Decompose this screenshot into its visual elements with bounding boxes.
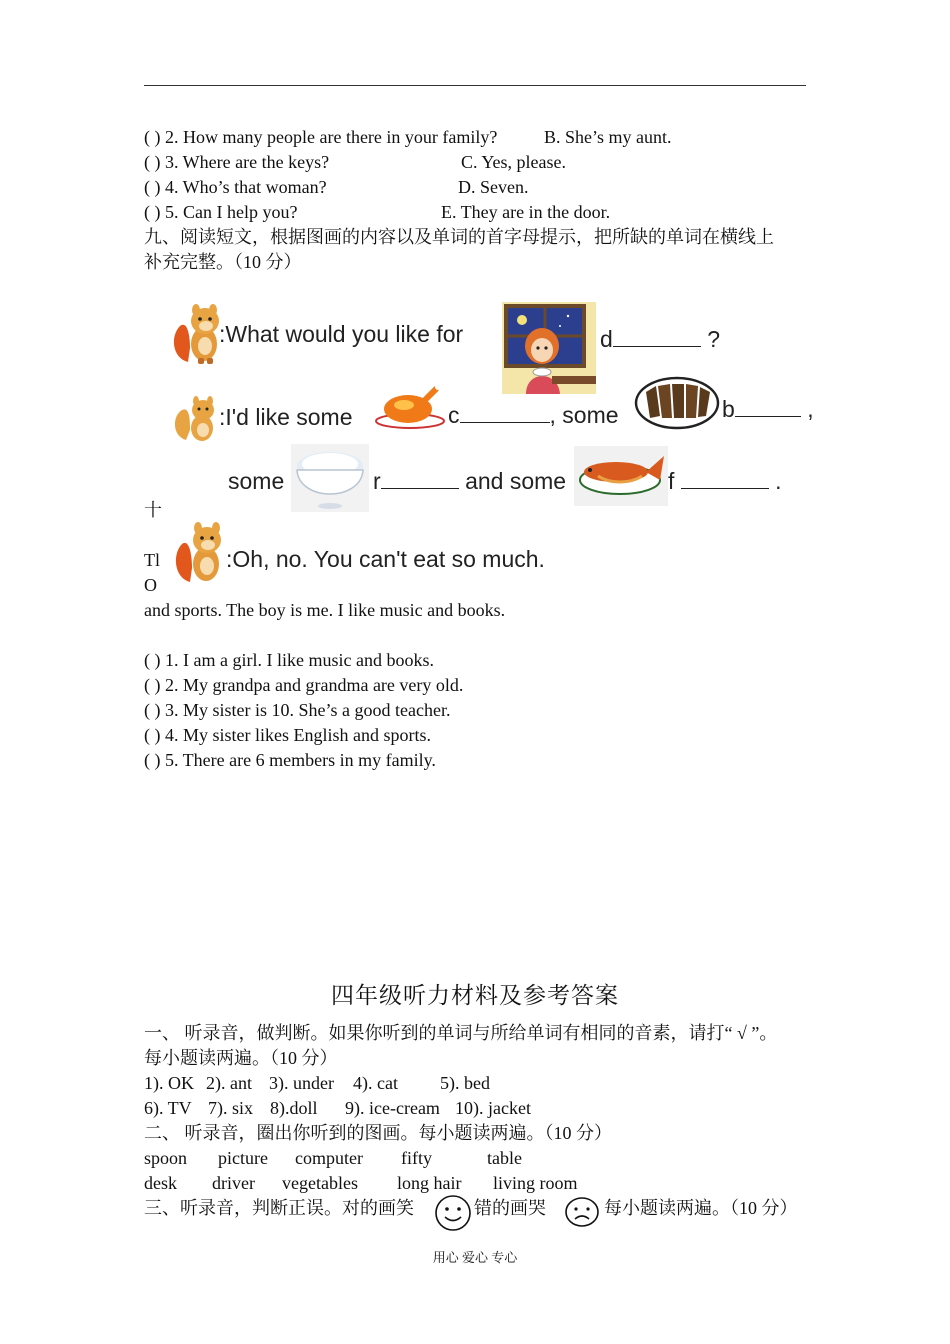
some-label: some bbox=[228, 468, 285, 494]
section9-title-line1: 九、阅读短文，根据图画的内容以及单词的首字母提示，把所缺的单词在横线上 bbox=[144, 227, 774, 247]
s2-word: fifty bbox=[401, 1148, 432, 1168]
s2-word: vegetables bbox=[282, 1173, 358, 1193]
tf-item-4: ( ) 4. My sister likes English and sports. bbox=[144, 725, 431, 745]
section10-title-partial: 十 bbox=[144, 500, 162, 520]
blank-rice: r and some bbox=[373, 468, 567, 494]
s2-word: driver bbox=[212, 1173, 255, 1193]
fish-dish-picture bbox=[574, 446, 668, 506]
passage-line3: and sports. The boy is me. I like music and books. bbox=[144, 600, 506, 620]
s2-word: table bbox=[487, 1148, 522, 1168]
blank-chicken: c , some bbox=[448, 402, 619, 428]
section9-title-line2: 补充完整。（10 分） bbox=[144, 252, 302, 272]
tf-item-3: ( ) 3. My sister is 10. She’s a good teacher. bbox=[144, 700, 451, 720]
s1-word-6: 6). TV bbox=[144, 1098, 192, 1118]
squirrel-icon bbox=[172, 396, 222, 446]
s2-word: spoon bbox=[144, 1148, 188, 1168]
s2-word: living room bbox=[493, 1173, 578, 1193]
blank-bread: b , bbox=[722, 396, 814, 422]
page-footer: 用心 爱心 专心 bbox=[432, 1250, 518, 1265]
sad-face-icon bbox=[564, 1196, 600, 1228]
s2-word: desk bbox=[144, 1173, 177, 1193]
s3-instruction-c: 每小题读两遍。（10 分） bbox=[604, 1198, 798, 1218]
s1-word-1: 1). OK bbox=[144, 1073, 194, 1093]
tf-item-2: ( ) 2. My grandpa and grandma are very old. bbox=[144, 675, 464, 695]
s2-word: long hair bbox=[397, 1173, 462, 1193]
smile-face-icon bbox=[434, 1194, 472, 1232]
question-text: :What would you like for bbox=[219, 321, 464, 347]
matching-answer-c: C. Yes, please. bbox=[461, 152, 567, 172]
s1-word-2: 2). ant bbox=[206, 1073, 252, 1093]
s1-word-8: 8).doll bbox=[270, 1098, 318, 1118]
answer-text: :I'd like some bbox=[219, 404, 353, 430]
s3-instruction-b: 错的画哭 bbox=[474, 1198, 546, 1218]
squirrel-icon bbox=[172, 520, 226, 588]
header-rule bbox=[144, 85, 806, 86]
matching-row-3: ( ) 3. Where are the keys? bbox=[144, 152, 330, 172]
s1-word-5: 5). bed bbox=[440, 1073, 490, 1093]
roast-chicken-picture bbox=[374, 383, 446, 431]
matching-row-2: ( ) 2. How many people are there in your family? bbox=[144, 127, 498, 147]
matching-answer-b: B. She’s my aunt. bbox=[544, 127, 672, 147]
s2-instruction: 二、 听录音，圈出你听到的图画。每小题读两遍。（10 分） bbox=[144, 1123, 612, 1143]
matching-row-4: ( ) 4. Who’s that woman? bbox=[144, 177, 327, 197]
s1-instruction-line2: 每小题读两遍。（10 分） bbox=[144, 1048, 338, 1068]
answers-title: 四年级听力材料及参考答案 bbox=[331, 983, 619, 1008]
rice-bowl-picture bbox=[291, 444, 369, 512]
passage-line1-partial: Tl bbox=[144, 550, 160, 570]
s1-word-9: 9). ice-cream bbox=[345, 1098, 440, 1118]
s2-word: computer bbox=[295, 1148, 363, 1168]
tf-item-5: ( ) 5. There are 6 members in my family. bbox=[144, 750, 436, 770]
matching-answer-e: E. They are in the door. bbox=[441, 202, 611, 222]
bread-plate-picture bbox=[634, 372, 720, 430]
girl-dinner-picture bbox=[502, 302, 596, 394]
s2-word: picture bbox=[218, 1148, 268, 1168]
s1-word-7: 7). six bbox=[208, 1098, 253, 1118]
s1-word-10: 10). jacket bbox=[455, 1098, 531, 1118]
blank-dinner: d ? bbox=[600, 326, 720, 352]
passage-line2-partial: O bbox=[144, 575, 157, 595]
matching-answer-d: D. Seven. bbox=[458, 177, 529, 197]
s1-instruction-line1: 一、 听录音，做判断。如果你听到的单词与所给单词有相同的音素，请打“ √ ”。 bbox=[144, 1023, 778, 1043]
tf-item-1: ( ) 1. I am a girl. I like music and books. bbox=[144, 650, 434, 670]
blank-fish: f . bbox=[668, 468, 782, 494]
s3-instruction-a: 三、听录音，判断正误。对的画笑 bbox=[144, 1198, 414, 1218]
s1-word-3: 3). under bbox=[269, 1073, 334, 1093]
s1-word-4: 4). cat bbox=[353, 1073, 398, 1093]
reply-text: :Oh, no. You can't eat so much. bbox=[226, 546, 545, 572]
squirrel-icon bbox=[168, 302, 224, 368]
matching-row-5: ( ) 5. Can I help you? bbox=[144, 202, 298, 222]
